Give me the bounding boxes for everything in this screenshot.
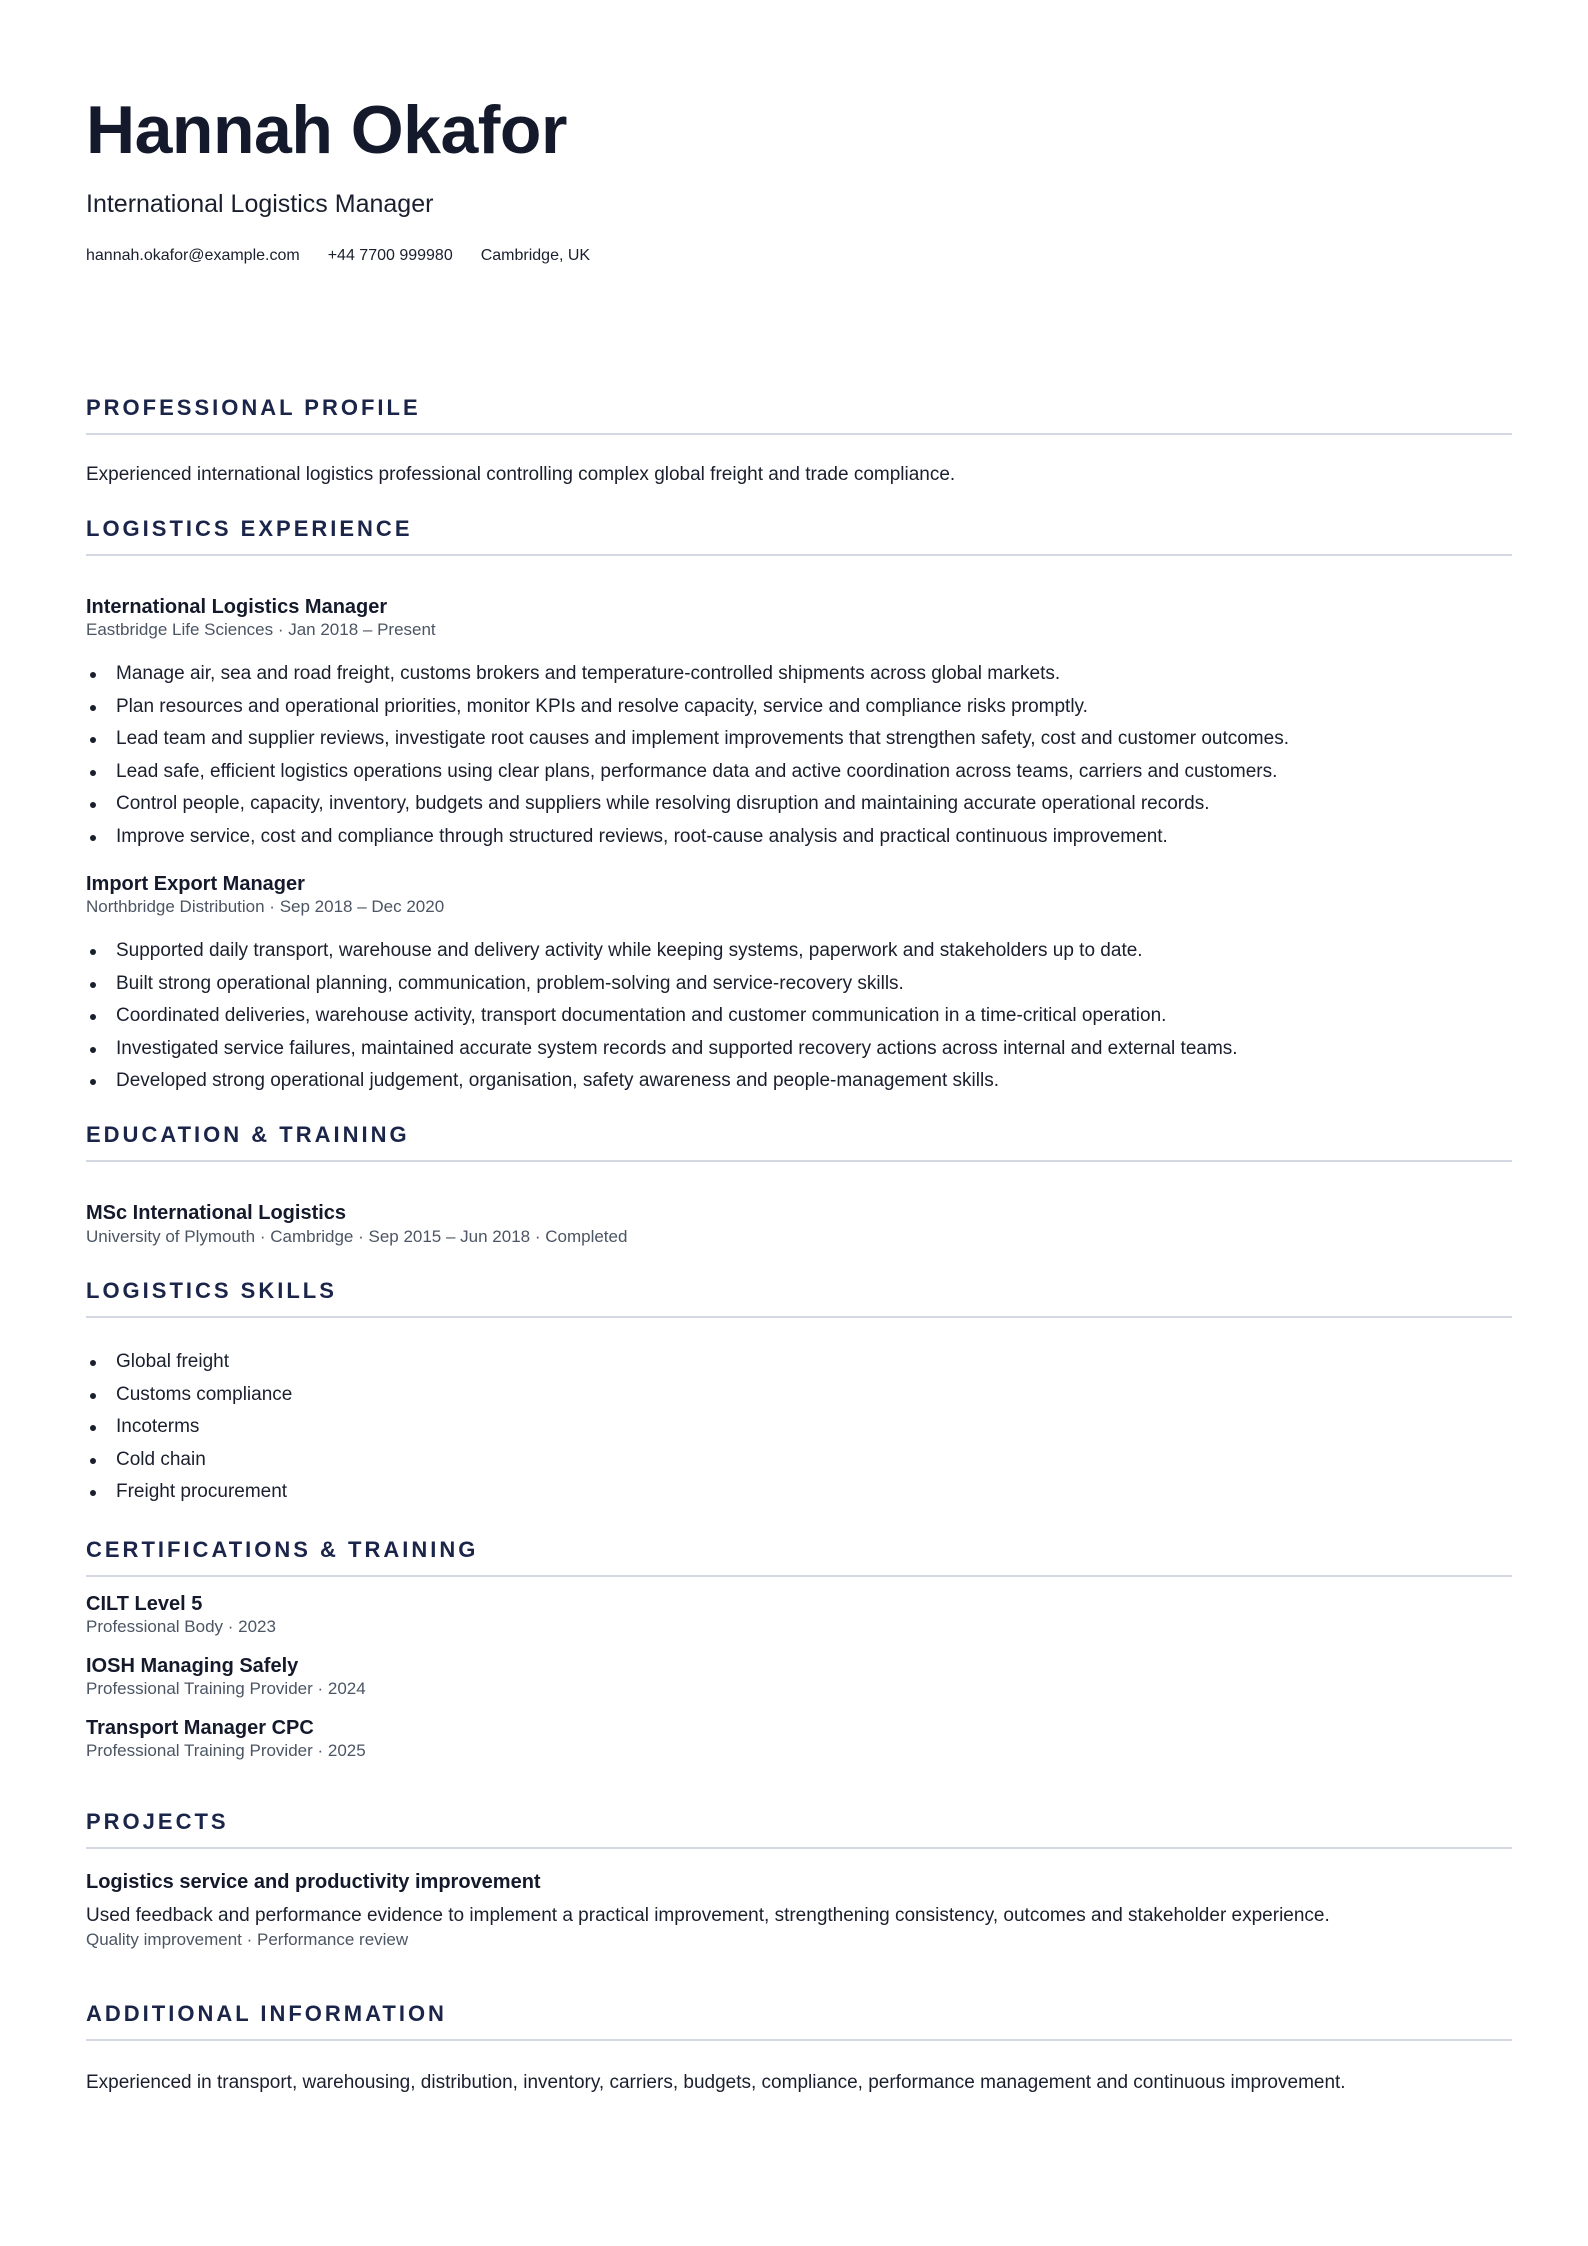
education-meta: University of Plymouth · Cambridge · Sep 2015 – Jun 2018 · Completed bbox=[86, 1227, 628, 1246]
additional-text: Experienced in transport, warehousing, distribution, inventory, carriers, budgets, compliance, performance management and continuous improvement. bbox=[86, 2072, 1346, 2093]
list-item: Freight procurement bbox=[86, 1476, 292, 1509]
section-projects bbox=[86, 1811, 1512, 1849]
section-divider bbox=[86, 1575, 1512, 1577]
job-title: Import Export Manager bbox=[86, 873, 305, 895]
list-item: Global freight bbox=[86, 1346, 292, 1379]
skills-list bbox=[86, 1346, 292, 1509]
section-heading: EDUCATION & TRAINING bbox=[86, 1122, 410, 1147]
section-heading: LOGISTICS SKILLS bbox=[86, 1278, 337, 1303]
job-bullets bbox=[86, 658, 1289, 853]
list-item: Cold chain bbox=[86, 1444, 292, 1477]
list-item: Coordinated deliveries, warehouse activity, transport documentation and customer communication in a time-critical operation. bbox=[86, 1000, 1238, 1033]
list-item: Improve service, cost and compliance through structured reviews, root-cause analysis and practical continuous improvement. bbox=[86, 821, 1289, 854]
list-item: Control people, capacity, inventory, budgets and suppliers while resolving disruption and maintaining accurate operational records. bbox=[86, 788, 1289, 821]
certification-title: IOSH Managing Safely bbox=[86, 1655, 299, 1677]
section-divider bbox=[86, 554, 1512, 556]
section-heading: PROFESSIONAL PROFILE bbox=[86, 395, 421, 420]
certification-title: CILT Level 5 bbox=[86, 1593, 203, 1615]
section-profile bbox=[86, 397, 1512, 435]
list-item: Investigated service failures, maintained accurate system records and supported recovery actions across internal and external teams. bbox=[86, 1033, 1238, 1066]
contact-phone[interactable]: +44 7700 999980 bbox=[327, 247, 453, 264]
profile-text: Experienced international logistics professional controlling complex global freight and trade compliance. bbox=[86, 464, 956, 485]
section-education bbox=[86, 1124, 1512, 1162]
contact-line bbox=[86, 248, 590, 264]
section-certifications bbox=[86, 1539, 1512, 1577]
contact-email[interactable]: hannah.okafor@example.com bbox=[86, 247, 300, 264]
certification-meta: Professional Training Provider · 2025 bbox=[86, 1741, 366, 1760]
list-item: Manage air, sea and road freight, customs brokers and temperature-controlled shipments across global markets. bbox=[86, 658, 1289, 691]
certification-meta: Professional Training Provider · 2024 bbox=[86, 1679, 366, 1698]
section-heading: LOGISTICS EXPERIENCE bbox=[86, 516, 413, 541]
list-item: Built strong operational planning, communication, problem-solving and service-recovery skills. bbox=[86, 968, 1238, 1001]
list-item: Supported daily transport, warehouse and delivery activity while keeping systems, paperwork and stakeholders up to date. bbox=[86, 935, 1238, 968]
job-title: International Logistics Manager bbox=[86, 596, 388, 618]
section-additional bbox=[86, 2003, 1512, 2041]
section-divider bbox=[86, 1316, 1512, 1318]
certification-meta: Professional Body · 2023 bbox=[86, 1617, 276, 1636]
section-divider bbox=[86, 2039, 1512, 2041]
project-description: Used feedback and performance evidence to implement a practical improvement, strengthening consistency, outcomes and stakeholder experience. bbox=[86, 1905, 1330, 1926]
contact-location: Cambridge, UK bbox=[480, 247, 591, 264]
list-item: Lead team and supplier reviews, investigate root causes and implement improvements that strengthen safety, cost and customer outcomes. bbox=[86, 723, 1289, 756]
section-divider bbox=[86, 433, 1512, 435]
section-skills bbox=[86, 1280, 1512, 1318]
project-title: Logistics service and productivity improvement bbox=[86, 1871, 541, 1893]
candidate-name: Hannah Okafor bbox=[86, 92, 567, 168]
section-heading: PROJECTS bbox=[86, 1809, 229, 1834]
list-item: Customs compliance bbox=[86, 1379, 292, 1412]
section-heading: ADDITIONAL INFORMATION bbox=[86, 2001, 447, 2026]
job-meta: Eastbridge Life Sciences · Jan 2018 – Present bbox=[86, 620, 436, 639]
section-divider bbox=[86, 1160, 1512, 1162]
list-item: Developed strong operational judgement, organisation, safety awareness and people-management skills. bbox=[86, 1065, 1238, 1098]
candidate-title: International Logistics Manager bbox=[86, 190, 434, 218]
list-item: Lead safe, efficient logistics operations using clear plans, performance data and active coordination across teams, carriers and customers. bbox=[86, 756, 1289, 789]
certification-title: Transport Manager CPC bbox=[86, 1717, 314, 1739]
list-item: Incoterms bbox=[86, 1411, 292, 1444]
project-tags: Quality improvement · Performance review bbox=[86, 1930, 409, 1949]
job-meta: Northbridge Distribution · Sep 2018 – Dec 2020 bbox=[86, 897, 445, 916]
list-item: Plan resources and operational priorities, monitor KPIs and resolve capacity, service and compliance risks promptly. bbox=[86, 691, 1289, 724]
section-divider bbox=[86, 1847, 1512, 1849]
job-bullets bbox=[86, 935, 1238, 1098]
section-experience bbox=[86, 518, 1512, 556]
section-heading: CERTIFICATIONS & TRAINING bbox=[86, 1537, 479, 1562]
education-title: MSc International Logistics bbox=[86, 1202, 347, 1224]
